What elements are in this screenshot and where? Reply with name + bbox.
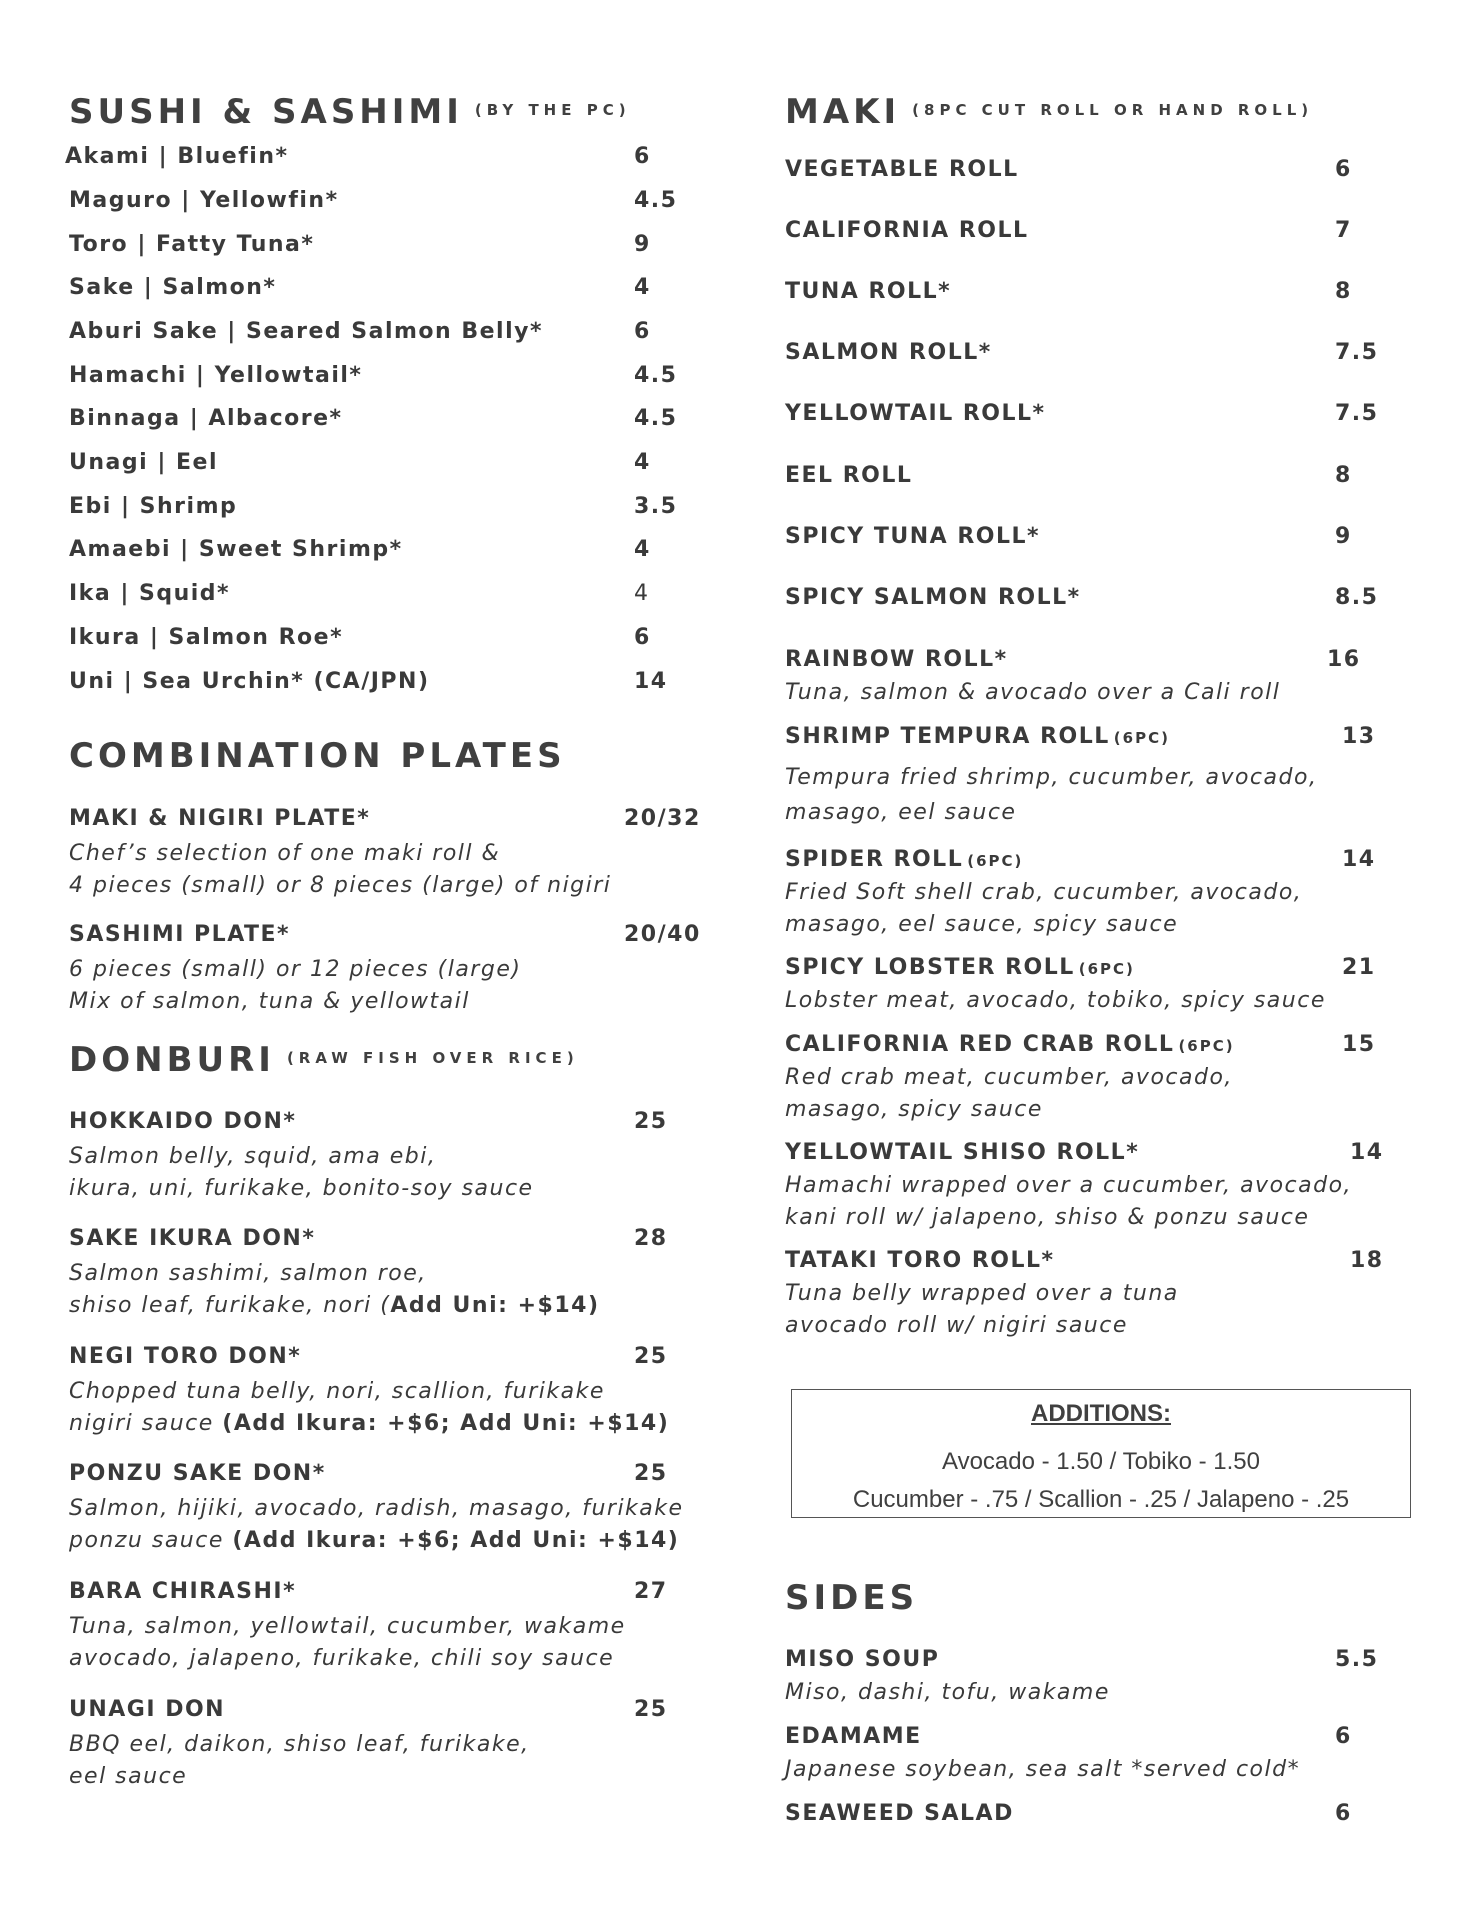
item-name: TATAKI TORO ROLL* (785, 1248, 1055, 1273)
item-price: 4 (634, 581, 650, 606)
item-price: 25 (634, 1697, 668, 1722)
item-description: Hamachi wrapped over a cucumber, avocado, kani roll w/ jalapeno, shiso & ponzu sauce (785, 1173, 1353, 1230)
item-price: 6 (1335, 1724, 1352, 1749)
item-description: Tuna belly wrapped over a tuna avocado roll w/ nigiri sauce (785, 1281, 1179, 1338)
item-name: Ebi | Shrimp (69, 494, 238, 519)
item-description: Japanese soybean, sea salt *served cold* (785, 1757, 1301, 1782)
item-price: 4 (634, 275, 651, 300)
item-name: SHRIMP TEMPURA ROLL (785, 724, 1110, 749)
item-name: Amaebi | Sweet Shrimp* (69, 537, 403, 562)
item-price: 25 (634, 1461, 668, 1486)
item-price: 6 (1335, 157, 1352, 182)
item-name: MAKI & NIGIRI PLATE* (69, 806, 371, 831)
item-price: 15 (1342, 1032, 1376, 1057)
item-price: 21 (1342, 955, 1376, 980)
combination-section-title (69, 736, 566, 776)
piece-count: (6PC) (1078, 960, 1135, 978)
piece-count: (6PC) (967, 852, 1024, 870)
item-name: YELLOWTAIL SHISO ROLL* (785, 1140, 1140, 1165)
item-price: 14 (1342, 847, 1376, 872)
item-price: 8.5 (1335, 585, 1379, 610)
item-price: 4.5 (634, 188, 678, 213)
item-price: 13 (1342, 724, 1376, 749)
item-description: Miso, dashi, tofu, wakame (785, 1680, 1110, 1705)
item-description: Tuna, salmon & avocado over a Cali roll (785, 680, 1281, 705)
item-name: Aburi Sake | Seared Salmon Belly* (69, 319, 543, 344)
item-price: 4 (634, 450, 651, 475)
item-name: Binnaga | Albacore* (69, 406, 343, 431)
item-name: PONZU SAKE DON* (69, 1461, 326, 1486)
item-name: EDAMAME (785, 1724, 922, 1749)
item-name: CALIFORNIA ROLL (785, 218, 1029, 243)
maki-subtitle: (8PC CUT ROLL OR HAND ROLL) (912, 101, 1314, 119)
item-name: Unagi | Eel (69, 450, 219, 475)
item-description: Red crab meat, cucumber, avocado, masago, spicy sauce (785, 1065, 1233, 1122)
item-name: BARA CHIRASHI* (69, 1579, 297, 1604)
donburi-title: DONBURI (69, 1040, 275, 1080)
item-description: Salmon, hijiki, avocado, radish, masago, furikake ponzu sauce (Add Ikura: +$6; Add Uni: +$14) (69, 1496, 684, 1553)
item-price: 6 (634, 319, 651, 344)
item-price: 5.5 (1335, 1647, 1379, 1672)
item-price: 4.5 (634, 406, 678, 431)
sides-title: SIDES (785, 1578, 919, 1618)
item-name: CALIFORNIA RED CRAB ROLL (785, 1032, 1175, 1057)
item-price: 7.5 (1335, 401, 1379, 426)
additions-box (791, 1389, 1411, 1518)
item-description: Chopped tuna belly, nori, scallion, furikake nigiri sauce (Add Ikura: +$6; Add Uni: +$14) (69, 1379, 670, 1436)
item-name: Ikura | Salmon Roe* (69, 625, 344, 650)
item-name: SAKE IKURA DON* (69, 1226, 316, 1251)
item-name: MISO SOUP (785, 1647, 940, 1672)
maki-title: MAKI (785, 92, 901, 132)
item-price: 4.5 (634, 363, 678, 388)
item-name: SASHIMI PLATE* (69, 922, 291, 947)
item-description: BBQ eel, daikon, shiso leaf, furikake, eel sauce (69, 1732, 530, 1789)
item-name: HOKKAIDO DON* (69, 1109, 297, 1134)
item-price: 6 (634, 625, 651, 650)
item-price: 4 (634, 537, 651, 562)
item-name: SPICY SALMON ROLL* (785, 585, 1081, 610)
item-name: Akami | Bluefin* (65, 144, 289, 169)
item-name: SALMON ROLL* (785, 340, 992, 365)
item-price: 9 (634, 232, 651, 257)
item-price: 14 (634, 669, 668, 694)
item-name: TUNA ROLL* (785, 279, 952, 304)
sushi-section-title (69, 92, 631, 132)
item-price: 7.5 (1335, 340, 1379, 365)
item-name: RAINBOW ROLL* (785, 647, 1008, 672)
additions-line: Cucumber - .75 / Scallion - .25 / Jalapeno - .25 (852, 1486, 1350, 1513)
item-description: Chef’s selection of one maki roll & 4 pieces (small) or 8 pieces (large) of nigiri (69, 841, 612, 898)
item-description: Salmon sashimi, salmon roe, shiso leaf, furikake, nori (Add Uni: +$14) (69, 1261, 600, 1318)
item-price: 8 (1335, 463, 1352, 488)
item-name: Hamachi | Yellowtail* (69, 363, 363, 388)
item-name: VEGETABLE ROLL (785, 157, 1019, 182)
item-price: 6 (1335, 1801, 1352, 1826)
item-description: Tempura fried shrimp, cucumber, avocado, masago, eel sauce (785, 765, 1318, 825)
item-price: 25 (634, 1109, 668, 1134)
item-price: 27 (634, 1579, 668, 1604)
item-name: NEGI TORO DON* (69, 1344, 302, 1369)
item-price: 14 (1350, 1140, 1384, 1165)
item-name: SPICY TUNA ROLL* (785, 524, 1041, 549)
item-price: 20/32 (624, 806, 701, 831)
item-description: Salmon belly, squid, ama ebi, ikura, uni, furikake, bonito-soy sauce (69, 1144, 534, 1201)
piece-count: (6PC) (1178, 1037, 1235, 1055)
item-price: 9 (1335, 524, 1352, 549)
item-name: SPIDER ROLL (785, 847, 964, 872)
item-name: EEL ROLL (785, 463, 913, 488)
item-name: UNAGI DON (69, 1697, 226, 1722)
item-price: 18 (1350, 1248, 1384, 1273)
item-description: Lobster meat, avocado, tobiko, spicy sauce (785, 988, 1326, 1013)
item-price: 7 (1335, 218, 1352, 243)
donburi-section-title (69, 1040, 579, 1080)
item-price: 16 (1327, 647, 1361, 672)
item-name: Maguro | Yellowfin* (69, 188, 339, 213)
piece-count: (6PC) (1113, 729, 1170, 747)
sushi-title: SUSHI & SASHIMI (69, 92, 463, 132)
donburi-subtitle: (RAW FISH OVER RICE) (286, 1049, 579, 1067)
item-price: 25 (634, 1344, 668, 1369)
item-name: Toro | Fatty Tuna* (69, 232, 315, 257)
additions-line: Avocado - 1.50 / Tobiko - 1.50 (942, 1448, 1260, 1475)
item-price: 8 (1335, 279, 1352, 304)
item-description: 6 pieces (small) or 12 pieces (large) Mix of salmon, tuna & yellowtail (69, 957, 522, 1014)
item-name: SEAWEED SALAD (785, 1801, 1014, 1826)
sushi-subtitle: (BY THE PC) (474, 101, 631, 119)
item-name: YELLOWTAIL ROLL* (785, 401, 1046, 426)
item-description: Tuna, salmon, yellowtail, cucumber, wakame avocado, jalapeno, furikake, chili soy sauce (69, 1614, 626, 1671)
item-name: Sake | Salmon* (69, 275, 277, 300)
item-name: Ika | Squid* (69, 581, 231, 606)
item-price: 20/40 (624, 922, 701, 947)
maki-section-title (785, 92, 1313, 132)
item-price: 6 (634, 144, 651, 169)
item-name: SPICY LOBSTER ROLL (785, 955, 1075, 980)
combination-title: COMBINATION PLATES (69, 736, 566, 776)
item-price: 28 (634, 1226, 668, 1251)
additions-title: ADDITIONS: (1031, 1400, 1171, 1427)
item-price: 3.5 (634, 494, 678, 519)
item-name: Uni | Sea Urchin* (CA/JPN) (69, 669, 430, 694)
sides-section-title (785, 1578, 918, 1618)
item-description: Fried Soft shell crab, cucumber, avocado, masago, eel sauce, spicy sauce (785, 880, 1303, 937)
